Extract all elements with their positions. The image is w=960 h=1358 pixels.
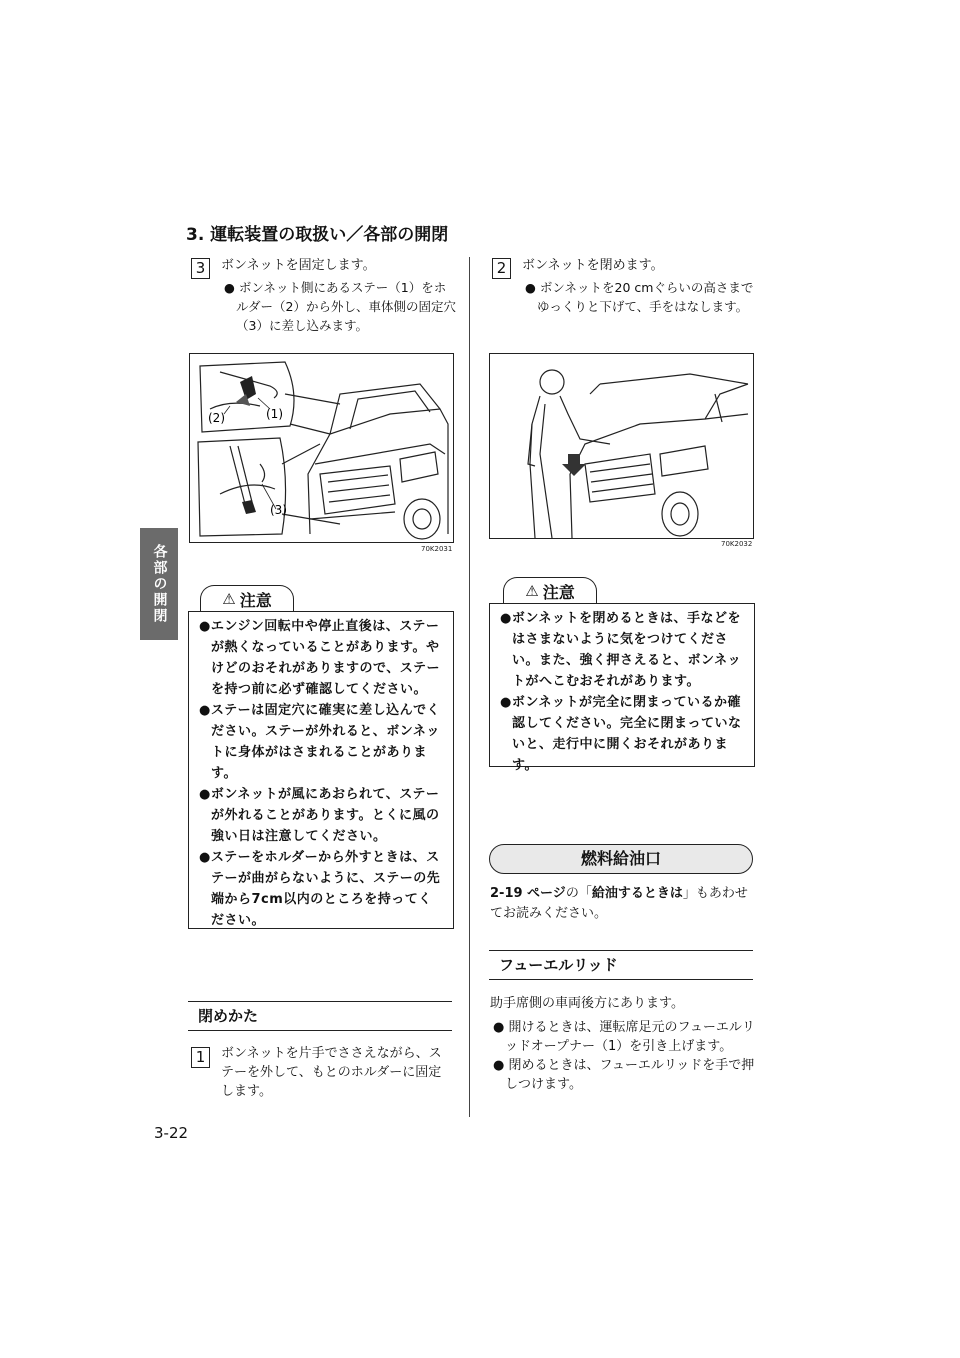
- section-title: 3. 運転装置の取扱い／各部の開閉: [186, 225, 449, 245]
- caution-heading-right: [503, 577, 597, 604]
- list-item: ●ボンネットが風にあおられて、ステーが外れることがあります。とくに風の強い日は注意してください。: [199, 787, 440, 844]
- fuel-ref-bold: 給油するときは: [591, 886, 683, 901]
- list-item: ● ボンネット側にあるステー（1）をホルダー（2）から外し、車体側の固定穴（3）に差し込みます。: [224, 280, 456, 333]
- list-item: ● 開けるときは、運転席足元のフューエルリッドオープナー（1）を引き上げます。: [493, 1020, 755, 1054]
- fuel-ref-page: 2-19 ページ: [490, 886, 566, 901]
- fuel-ref-mid: の「: [565, 886, 592, 901]
- figure-hood-stay: [189, 353, 454, 543]
- step-1-number: 1: [191, 1047, 210, 1068]
- step-2-text: ボンネットを閉めます。: [522, 258, 664, 273]
- fuel-lid-bullets: [491, 1018, 757, 1094]
- fig1-label-3: (3): [270, 503, 287, 517]
- caution-title: 注意: [239, 590, 272, 610]
- list-item: ● 閉めるときは、フューエルリッドを手で押しつけます。: [493, 1058, 755, 1092]
- figure-hood-close: [489, 353, 754, 539]
- fig1-label-2: (2): [208, 411, 225, 425]
- caution-heading-left: [200, 585, 294, 612]
- caution-box-left: [188, 611, 454, 929]
- down-arrow-icon: [562, 454, 586, 476]
- fuel-section-title: 燃料給油口: [489, 844, 753, 874]
- list-item: ● ボンネットを20 cmぐらいの高さまでゆっくりと下げて、手をはなします。: [525, 280, 754, 314]
- step-2-bullets: [523, 278, 757, 316]
- close-method-header: 閉めかた: [188, 1001, 452, 1031]
- list-item: ●ボンネットが完全に閉まっているか確認してください。完全に閉まっていないと、走行中に開くおそれがあります。: [500, 695, 742, 773]
- column-divider: [469, 257, 470, 1117]
- list-item: ●エンジン回転中や停止直後は、ステーが熱くなっていることがあります。やけどのおそれがありますので、ステーを持つ前に必ず確認してください。: [199, 619, 440, 697]
- step-3-text: ボンネットを固定します。: [221, 258, 376, 273]
- list-item: ●ステーは固定穴に確実に差し込んでください。ステーが外れると、ボンネットに身体がはさまれることがあります。: [199, 703, 441, 781]
- fuel-ref-end: 」もあわせてお読みください。: [490, 886, 748, 921]
- hood-close-illustration: [490, 354, 753, 538]
- warning-icon: ⚠: [222, 590, 236, 608]
- fuel-lid-header: フューエルリッド: [489, 950, 753, 980]
- warning-icon: ⚠: [525, 582, 539, 600]
- fig1-code: 70K2031: [421, 545, 453, 553]
- fig2-code: 70K2032: [721, 540, 753, 548]
- caution-title: 注意: [542, 582, 575, 602]
- page-number: 3-22: [154, 1124, 189, 1142]
- step-2-number: 2: [492, 258, 511, 279]
- step-3-number: 3: [191, 258, 210, 279]
- step-3-bullets: [222, 278, 458, 335]
- list-item: ●ステーをホルダーから外すときは、ステーが曲がらないように、ステーの先端から7cm以内のところを持ってください。: [199, 850, 441, 928]
- fig1-label-1: (1): [266, 407, 283, 421]
- list-item: ●ボンネットを閉めるときは、手などをはさまないように気をつけてください。また、強く押さえると、ボンネットがへこむおそれがあります。: [500, 611, 742, 689]
- fuel-lid-text: 助手席側の車両後方にあります。: [490, 996, 684, 1011]
- side-tab: 各部の開閉: [140, 528, 178, 640]
- hood-stay-illustration: [190, 354, 453, 542]
- caution-box-right: [489, 603, 755, 773]
- step-1-text: ボンネットを片手でささえながら、ステーを外して、もとのホルダーに固定します。: [221, 1046, 442, 1099]
- fuel-reference: [490, 884, 754, 924]
